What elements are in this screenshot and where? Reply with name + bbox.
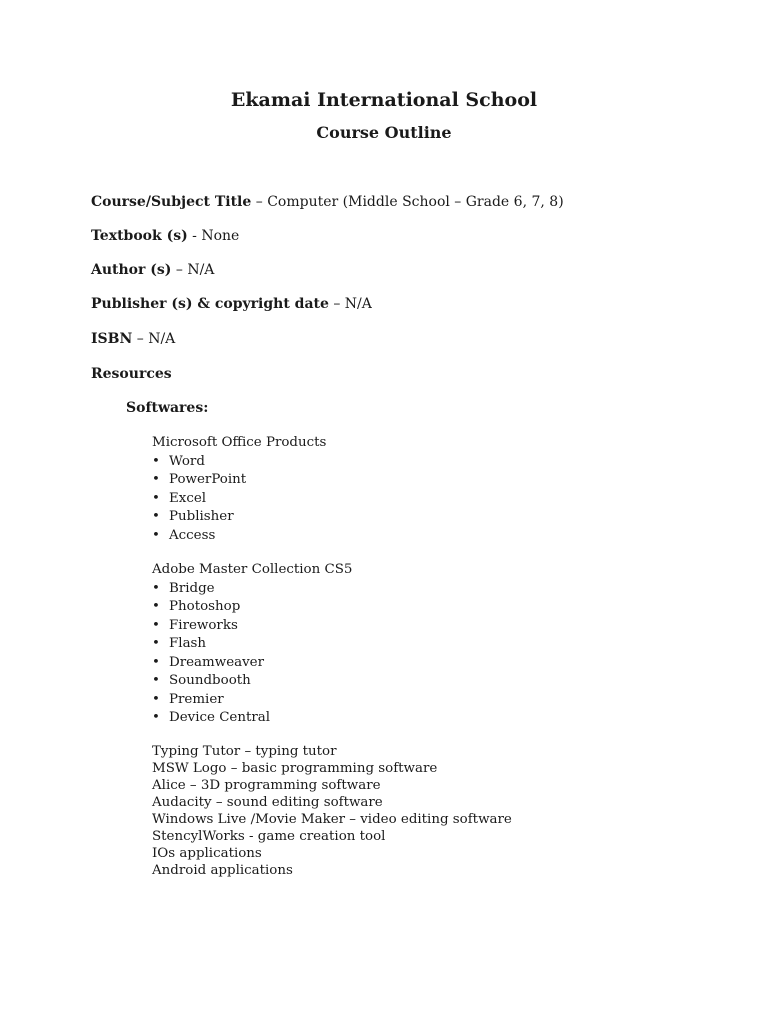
- list-item: [152, 527, 326, 546]
- list-item-label: PowerPoint: [169, 472, 247, 487]
- list-item-label: Premier: [169, 691, 224, 707]
- tool-item: StencylWorks - game creation tool: [152, 829, 386, 844]
- bullet-icon: •: [152, 509, 160, 524]
- tool-item: Typing Tutor – typing tutor: [152, 744, 337, 759]
- softwares-heading: Softwares:: [126, 400, 209, 416]
- bullet-icon: •: [152, 453, 160, 469]
- bullet-icon: •: [152, 490, 160, 506]
- bullet-icon: •: [152, 617, 160, 633]
- isbn-separator: –: [132, 331, 149, 347]
- textbook-label: Textbook (s): [91, 228, 188, 244]
- list-item-label: Publisher: [169, 509, 234, 524]
- publisher-field: [91, 296, 372, 312]
- course-title-separator: –: [251, 194, 268, 210]
- list-item-label: Word: [169, 453, 205, 469]
- list-item-label: Photoshop: [169, 599, 241, 614]
- list-item-label: Excel: [169, 490, 207, 506]
- textbook-separator: -: [187, 228, 202, 244]
- school-name: Ekamai International School: [230, 89, 538, 111]
- publisher-separator: –: [328, 296, 345, 312]
- list-item-label: Soundbooth: [169, 673, 251, 688]
- course-title-field: [91, 194, 564, 210]
- publisher-value: N/A: [344, 296, 372, 312]
- tool-item: MSW Logo – basic programming software: [152, 761, 438, 776]
- isbn-label: ISBN: [91, 331, 133, 347]
- bullet-icon: •: [152, 691, 160, 707]
- list-item: [152, 580, 352, 599]
- bullet-icon: •: [152, 580, 160, 596]
- publisher-label: Publisher (s) & copyright date: [91, 296, 329, 312]
- list-item-label: Device Central: [169, 710, 271, 725]
- list-item: [152, 691, 352, 710]
- list-item: [152, 635, 352, 654]
- list-item-label: Flash: [169, 636, 207, 651]
- adobe-collection-list: [152, 580, 352, 728]
- list-item: [152, 654, 352, 673]
- list-item: [152, 471, 326, 490]
- isbn-value: N/A: [148, 331, 176, 347]
- bullet-icon: •: [152, 710, 160, 725]
- document-title: Course Outline: [316, 123, 452, 142]
- bullet-icon: •: [152, 527, 160, 543]
- list-item: [152, 490, 326, 509]
- tool-item: Alice – 3D programming software: [152, 778, 381, 793]
- list-item: [152, 617, 352, 636]
- bullet-icon: •: [152, 673, 160, 688]
- tool-item: Audacity – sound editing software: [152, 795, 383, 810]
- textbook-field: [91, 228, 239, 244]
- textbook-value: None: [201, 228, 240, 244]
- list-item: [152, 453, 326, 472]
- tool-item: Android applications: [152, 863, 293, 878]
- list-item: [152, 709, 352, 728]
- author-field: [91, 262, 214, 278]
- list-item-label: Access: [169, 527, 216, 543]
- isbn-field: [91, 331, 175, 347]
- list-item-label: Bridge: [169, 580, 215, 596]
- course-title-value: Computer (Middle School – Grade 6, 7, 8): [267, 194, 564, 210]
- adobe-collection-group: [152, 561, 352, 728]
- course-title-label: Course/Subject Title: [91, 194, 252, 210]
- list-item-label: Dreamweaver: [169, 654, 265, 670]
- microsoft-office-title: Microsoft Office Products: [152, 435, 327, 450]
- other-tools-list: [152, 743, 512, 879]
- bullet-icon: •: [152, 654, 160, 670]
- list-item: [152, 598, 352, 617]
- microsoft-office-list: [152, 453, 326, 546]
- bullet-icon: •: [152, 636, 160, 651]
- author-separator: –: [171, 262, 188, 278]
- bullet-icon: •: [152, 599, 160, 614]
- tool-item: IOs applications: [152, 846, 262, 861]
- author-label: Author (s): [91, 262, 172, 278]
- tool-item: Windows Live /Movie Maker – video editing software: [152, 812, 512, 827]
- resources-label: Resources: [91, 366, 172, 382]
- list-item: [152, 672, 352, 691]
- bullet-icon: •: [152, 472, 160, 487]
- author-value: N/A: [187, 262, 215, 278]
- list-item: [152, 508, 326, 527]
- adobe-collection-title: Adobe Master Collection CS5: [152, 562, 353, 577]
- microsoft-office-group: [152, 434, 326, 545]
- list-item-label: Fireworks: [169, 617, 238, 633]
- resources-heading: [91, 366, 172, 382]
